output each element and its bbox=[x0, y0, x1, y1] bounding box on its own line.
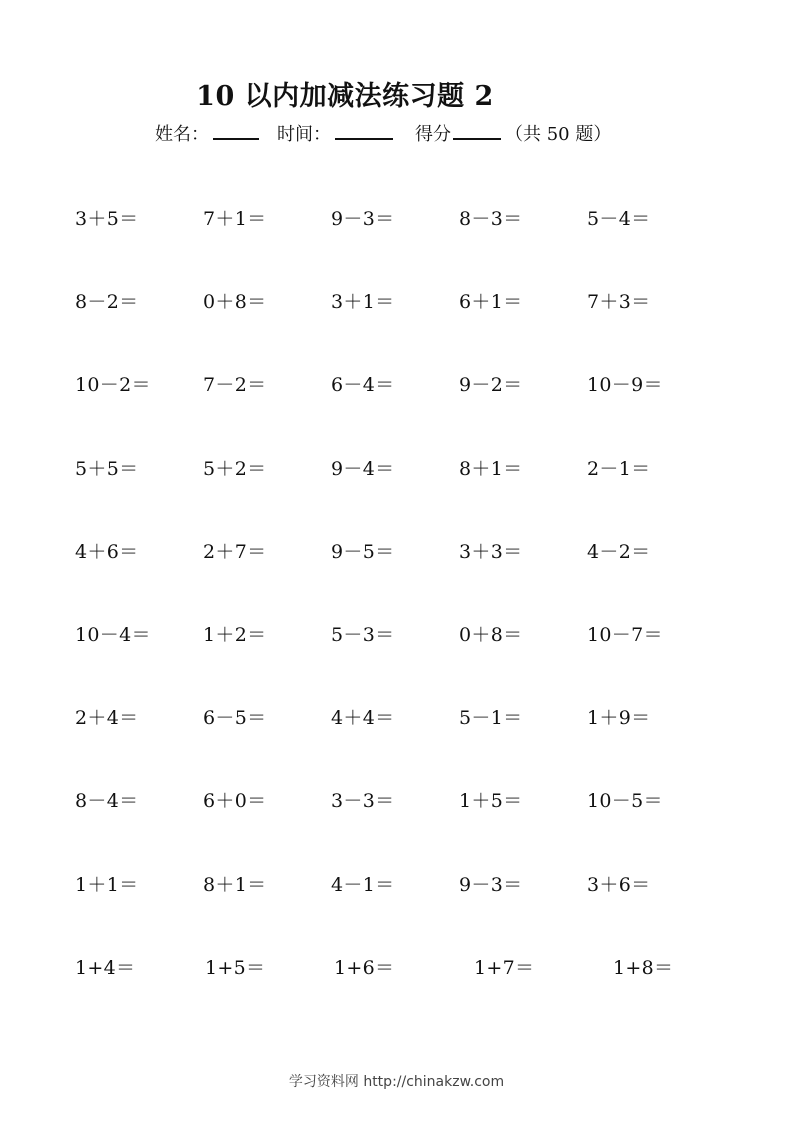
problem-r5-c4: 3＋3＝ bbox=[459, 541, 523, 563]
problem-r9-c3: 4－1＝ bbox=[331, 874, 395, 896]
problem-r3-c1: 10－2＝ bbox=[75, 374, 151, 396]
problem-r10-c5: 1+8＝ bbox=[613, 957, 674, 979]
problem-r10-c1: 1+4＝ bbox=[75, 957, 136, 979]
problem-r7-c4: 5－1＝ bbox=[459, 707, 523, 729]
problem-r5-c2: 2＋7＝ bbox=[203, 541, 267, 563]
problem-r7-c5: 1＋9＝ bbox=[587, 707, 651, 729]
time-label: 时间： bbox=[277, 124, 331, 145]
problem-r3-c3: 6－4＝ bbox=[331, 374, 395, 396]
problem-r3-c2: 7－2＝ bbox=[203, 374, 267, 396]
problem-r9-c2: 8＋1＝ bbox=[203, 874, 267, 896]
problem-r7-c3: 4＋4＝ bbox=[331, 707, 395, 729]
problem-r6-c4: 0＋8＝ bbox=[459, 624, 523, 646]
problem-r8-c2: 6＋0＝ bbox=[203, 790, 267, 812]
problem-r5-c3: 9－5＝ bbox=[331, 541, 395, 563]
problem-r4-c5: 2－1＝ bbox=[587, 458, 651, 480]
problem-r6-c1: 10－4＝ bbox=[75, 624, 151, 646]
problem-r4-c1: 5＋5＝ bbox=[75, 458, 139, 480]
problem-r5-c1: 4＋6＝ bbox=[75, 541, 139, 563]
footer-watermark: 学习资料网 http://chinakzw.com bbox=[288, 1074, 505, 1090]
problem-r2-c3: 3＋1＝ bbox=[331, 291, 395, 313]
problem-r3-c5: 10－9＝ bbox=[587, 374, 663, 396]
score-label: 得分 bbox=[415, 124, 451, 145]
problem-r7-c1: 2＋4＝ bbox=[75, 707, 139, 729]
problem-r2-c1: 8－2＝ bbox=[75, 291, 139, 313]
problem-r1-c2: 7＋1＝ bbox=[203, 208, 267, 230]
problem-r1-c4: 8－3＝ bbox=[459, 208, 523, 230]
problem-r7-c2: 6－5＝ bbox=[203, 707, 267, 729]
problem-r6-c5: 10－7＝ bbox=[587, 624, 663, 646]
problem-r4-c4: 8＋1＝ bbox=[459, 458, 523, 480]
problem-r9-c5: 3＋6＝ bbox=[587, 874, 651, 896]
problem-r5-c5: 4－2＝ bbox=[587, 541, 651, 563]
problem-r4-c3: 9－4＝ bbox=[331, 458, 395, 480]
problem-r10-c2: 1+5＝ bbox=[205, 957, 266, 979]
problem-r2-c2: 0＋8＝ bbox=[203, 291, 267, 313]
page-title: 10 以内加减法练习题 2 bbox=[196, 81, 494, 112]
problem-r8-c1: 8－4＝ bbox=[75, 790, 139, 812]
problem-r8-c3: 3－3＝ bbox=[331, 790, 395, 812]
problem-r2-c4: 6＋1＝ bbox=[459, 291, 523, 313]
problem-r10-c3: 1+6＝ bbox=[334, 957, 395, 979]
problem-r6-c2: 1＋2＝ bbox=[203, 624, 267, 646]
name-label: 姓名： bbox=[155, 124, 209, 145]
problem-r1-c3: 9－3＝ bbox=[331, 208, 395, 230]
problem-r10-c4: 1+7＝ bbox=[474, 957, 535, 979]
problem-r9-c4: 9－3＝ bbox=[459, 874, 523, 896]
problem-r8-c4: 1＋5＝ bbox=[459, 790, 523, 812]
problem-r3-c4: 9－2＝ bbox=[459, 374, 523, 396]
problem-r8-c5: 10－5＝ bbox=[587, 790, 663, 812]
total-count-label: （共 50 题） bbox=[505, 124, 612, 145]
problem-r1-c5: 5－4＝ bbox=[587, 208, 651, 230]
problem-r1-c1: 3＋5＝ bbox=[75, 208, 139, 230]
problem-r6-c3: 5－3＝ bbox=[331, 624, 395, 646]
problem-r2-c5: 7＋3＝ bbox=[587, 291, 651, 313]
problem-r4-c2: 5＋2＝ bbox=[203, 458, 267, 480]
problem-r9-c1: 1＋1＝ bbox=[75, 874, 139, 896]
